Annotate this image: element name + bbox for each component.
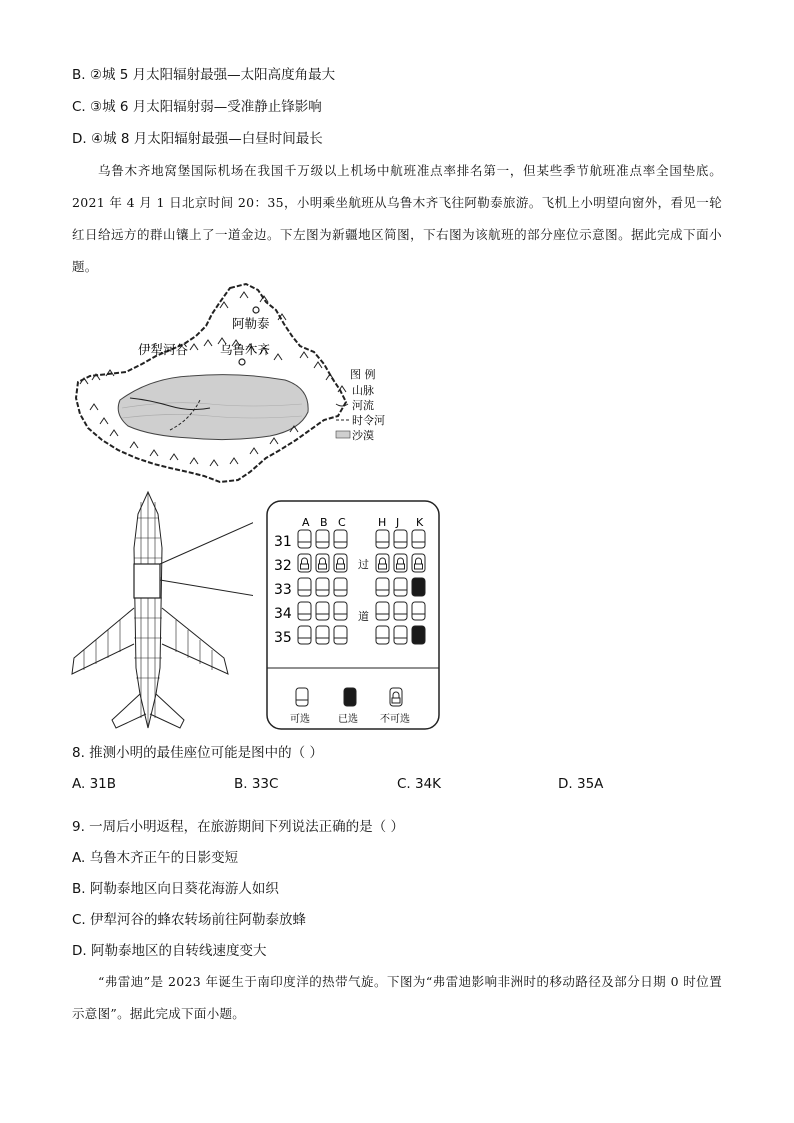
col-K: K [416, 516, 424, 529]
prev-option-b: B. ②城 5 月太阳辐射最强—太阳高度角最大 [72, 67, 336, 83]
row-31: 31 [274, 534, 292, 550]
seat-33B[interactable] [316, 578, 329, 596]
seat-32B [316, 554, 329, 572]
seat-34K[interactable] [412, 602, 425, 620]
col-C: C [338, 516, 346, 529]
q8-option-c[interactable]: C. 34K [397, 776, 442, 792]
prev-option-c: C. ③城 6 月太阳辐射弱—受准静止锋影响 [72, 99, 322, 115]
legend-available: 可选 [290, 714, 310, 725]
seat-34J[interactable] [394, 602, 407, 620]
seat-35A[interactable] [298, 626, 311, 644]
row-32: 32 [274, 558, 292, 574]
xinjiang-map [70, 280, 400, 485]
row-34: 34 [274, 606, 292, 622]
legend-mountain: 山脉 [352, 384, 374, 397]
seat-32A [298, 554, 311, 572]
legend-desert: 沙漠 [352, 429, 374, 442]
legend-unavailable: 不可选 [380, 714, 410, 725]
city-aletai: 阿勒泰 [232, 316, 270, 331]
seat-31H[interactable] [376, 530, 389, 548]
seat-31K[interactable] [412, 530, 425, 548]
desert-area [118, 375, 308, 440]
col-J: J [396, 516, 400, 529]
prev-option-d: D. ④城 8 月太阳辐射最强—白昼时间最长 [72, 131, 323, 147]
seat-34H[interactable] [376, 602, 389, 620]
legend-title: 图 例 [350, 368, 376, 381]
seat-map [266, 500, 442, 732]
aisle-label-1: 过 [358, 558, 369, 571]
seat-31J[interactable] [394, 530, 407, 548]
airplane-diagram [68, 488, 253, 733]
seat-31B[interactable] [316, 530, 329, 548]
legend-available-seat [296, 688, 308, 706]
passage-airport: 乌鲁木齐地窝堡国际机场在我国千万级以上机场中航班准点率排名第一，但某些季节航班准点率全国垫底。2021 年 4 月 1 日北京时间 20：35，小明乘坐航班从乌鲁木齐飞往阿勒泰旅游。飞机上小明望向窗外，看见一轮红日给远方的群山镶上了一道金边。下左图为新疆地区简图，下右图为该航班的部分座位示意图。据此完成下面小题。 [72, 163, 722, 274]
legend-river: 河流 [352, 399, 374, 412]
q9-option-b[interactable]: B. 阿勒泰地区向日葵花海游人如织 [72, 881, 279, 897]
passage-cyclone: “弗雷迪”是 2023 年诞生于南印度洋的热带气旋。下图为“弗雷迪影响非洲时的移动路径及部分日期 0 时位置示意图”。据此完成下面小题。 [72, 974, 722, 1021]
aisle-label-2: 道 [358, 610, 369, 623]
city-urumqi-dot [239, 359, 245, 365]
q9-option-c[interactable]: C. 伊犁河谷的蜂农转场前往阿勒泰放蜂 [72, 912, 307, 928]
seat-33H[interactable] [376, 578, 389, 596]
q8-option-a[interactable]: A. 31B [72, 776, 117, 792]
q8-option-b[interactable]: B. 33C [234, 776, 279, 792]
legend-selected-seat [344, 688, 356, 706]
wing-left [72, 608, 134, 674]
row-35: 35 [274, 630, 292, 646]
row-33: 33 [274, 582, 292, 598]
seat-31A[interactable] [298, 530, 311, 548]
seat-33A[interactable] [298, 578, 311, 596]
q9-option-d[interactable]: D. 阿勒泰地区的自转线速度变大 [72, 943, 267, 959]
seat-33J[interactable] [394, 578, 407, 596]
seat-32J [394, 554, 407, 572]
seat-34B[interactable] [316, 602, 329, 620]
seat-34C[interactable] [334, 602, 347, 620]
seat-33C[interactable] [334, 578, 347, 596]
q8-option-d[interactable]: D. 35A [558, 776, 604, 792]
seat-35J[interactable] [394, 626, 407, 644]
seat-33K [412, 578, 425, 596]
seat-32C [334, 554, 347, 572]
legend-seasonal-river: 时令河 [352, 414, 385, 427]
q9-stem: 9. 一周后小明返程，在旅游期间下列说法正确的是（ ） [72, 819, 404, 835]
city-aletai-dot [253, 307, 259, 313]
seat-31C[interactable] [334, 530, 347, 548]
cabin-highlight [134, 564, 160, 598]
seat-32K [412, 554, 425, 572]
seat-32H [376, 554, 389, 572]
q8-stem: 8. 推测小明的最佳座位可能是图中的（ ） [72, 745, 323, 761]
wing-right [162, 608, 228, 674]
seat-34A[interactable] [298, 602, 311, 620]
city-urumqi: 乌鲁木齐 [220, 342, 271, 357]
seat-35B[interactable] [316, 626, 329, 644]
legend-selected: 已选 [338, 714, 358, 725]
city-yili: 伊犁河谷 [138, 342, 189, 357]
q9-option-a[interactable]: A. 乌鲁木齐正午的日影变短 [72, 850, 239, 866]
seat-35C[interactable] [334, 626, 347, 644]
col-B: B [320, 516, 328, 529]
col-H: H [378, 516, 387, 529]
seat-35K [412, 626, 425, 644]
seat-35H[interactable] [376, 626, 389, 644]
col-A: A [302, 516, 310, 529]
